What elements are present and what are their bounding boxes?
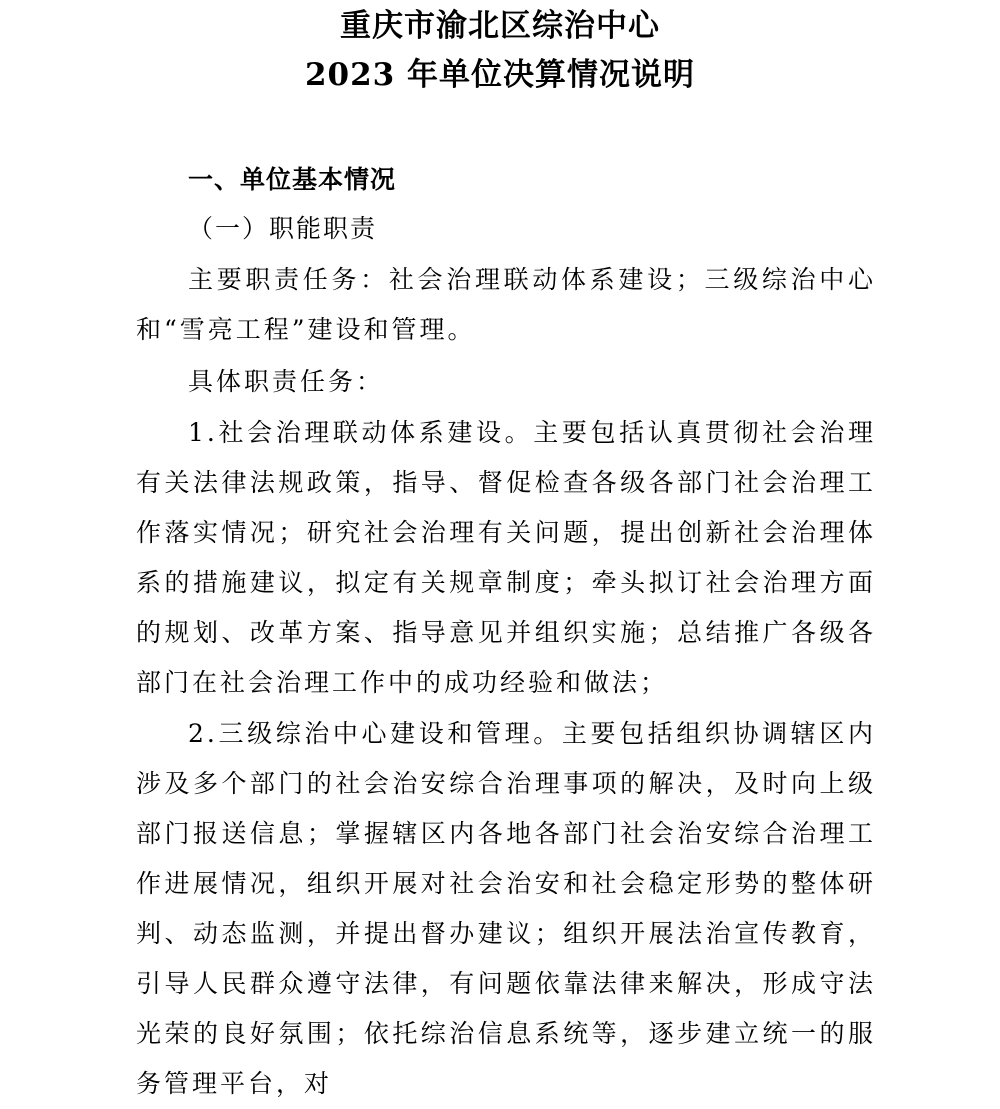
subsection-heading-functions: （一）职能职责 [188,214,378,243]
paragraph-specific-duties-label: 具体职责任务： [188,367,385,396]
paragraph-duty-1: 1.社会治理联动体系建设。主要包括认真贯彻社会治理有关法律法规政策，指导、督促检查各级各部门社会治理工作落实情况；研究社会治理有关问题，提出创新社会治理体系的措施建议，拟定有关规章制度；牵头拟订社会治理方面的规划、改革方案、指导意见并组织实施；总结推广各级各部门在社会治理工作中的成功经验和做法； [136,418,876,697]
section-heading-basic-info: 一、单位基本情况 [188,165,397,194]
paragraph-main-duties: 主要职责任务：社会治理联动体系建设；三级综治中心和“雪亮工程”建设和管理。 [136,265,876,344]
paragraph-duty-2: 2.三级综治中心建设和管理。主要包括组织协调辖区内涉及多个部门的社会治安综合治理事项的解决，及时向上级部门报送信息；掌握辖区内各地各部门社会治安综合治理工作进展情况，组织开展对社会治安和社会稳定形势的整体研判、动态监测，并提出督办建议；组织开展法治宣传教育，引导人民群众遵守法律，有问题依靠法律来解决，形成守法光荣的良好氛围；依托综治信息系统等，逐步建立统一的服务管理平台，对 [136,719,876,1098]
document-title-line1: 重庆市渝北区综治中心 [340,8,660,44]
document-title-line2: 2023 年单位决算情况说明 [304,57,696,93]
